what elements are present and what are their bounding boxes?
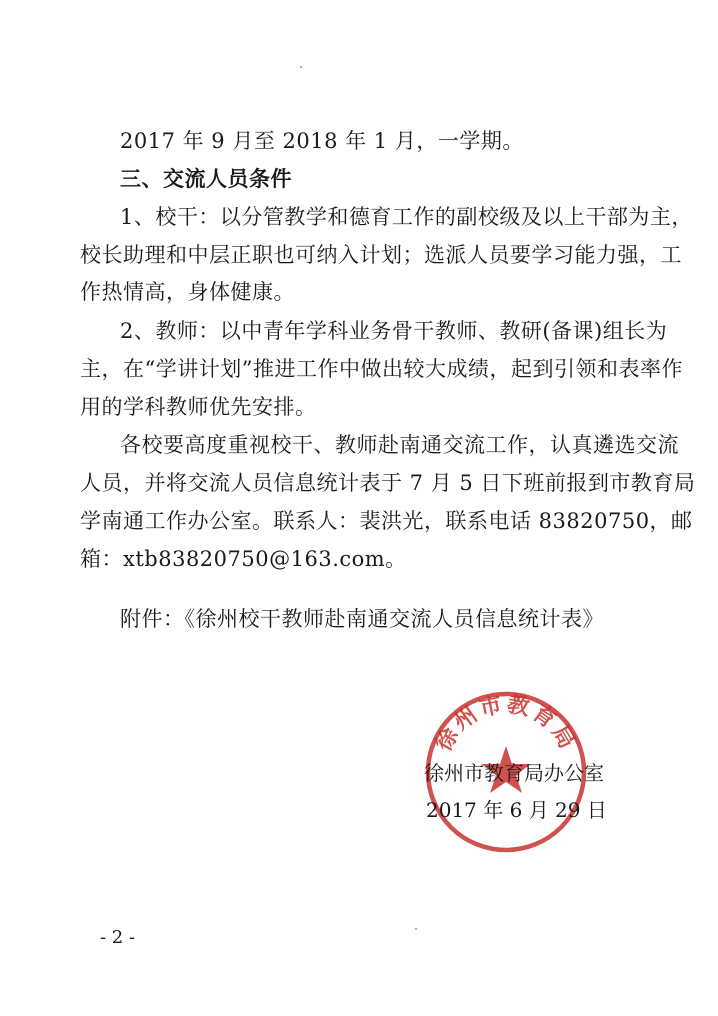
attachment-line: 附件：《徐州校干教师赴南通交流人员信息统计表》 bbox=[120, 607, 604, 631]
text-line-10: 人员，并将交流人员信息统计表于 7 月 5 日下班前报到市教育局 bbox=[80, 471, 696, 495]
section-heading: 三、交流人员条件 bbox=[120, 166, 292, 191]
text-line-4: 校长助理和中层正职也可纳入计划；选派人员要学习能力强，工 bbox=[80, 243, 682, 267]
page-number: - 2 - bbox=[100, 927, 136, 948]
text-line-5: 作热情高，身体健康。 bbox=[80, 280, 295, 304]
text-line-12: 箱：xtb83820750@163.com。 bbox=[80, 547, 407, 571]
text-line-6: 2、教师：以中青年学科业务骨干教师、教研(备课)组长为 bbox=[120, 319, 668, 343]
text-line-3: 1、校干：以分管教学和德育工作的副校级及以上干部为主， bbox=[120, 205, 693, 229]
signature-org: 徐州市教育局办公室 bbox=[424, 761, 604, 785]
text-line-8: 用的学科教师优先安排。 bbox=[80, 395, 317, 419]
text-line-11: 学南通工作办公室。联系人：裴洪光，联系电话 83820750，邮 bbox=[80, 509, 693, 533]
text-line-9: 各校要高度重视校干、教师赴南通交流工作，认真遴选交流 bbox=[120, 433, 679, 457]
text-line-1: 2017 年 9 月至 2018 年 1 月，一学期。 bbox=[120, 129, 524, 153]
svg-text:徐州市教育局: 徐州市教育局 bbox=[430, 691, 582, 756]
signature-date: 2017 年 6 月 29 日 bbox=[426, 798, 607, 822]
text-line-7: 主，在“学讲计划”推进工作中做出较大成绩，起到引领和表率作 bbox=[80, 357, 683, 381]
scan-speck bbox=[300, 66, 302, 68]
scan-speck bbox=[415, 928, 417, 930]
